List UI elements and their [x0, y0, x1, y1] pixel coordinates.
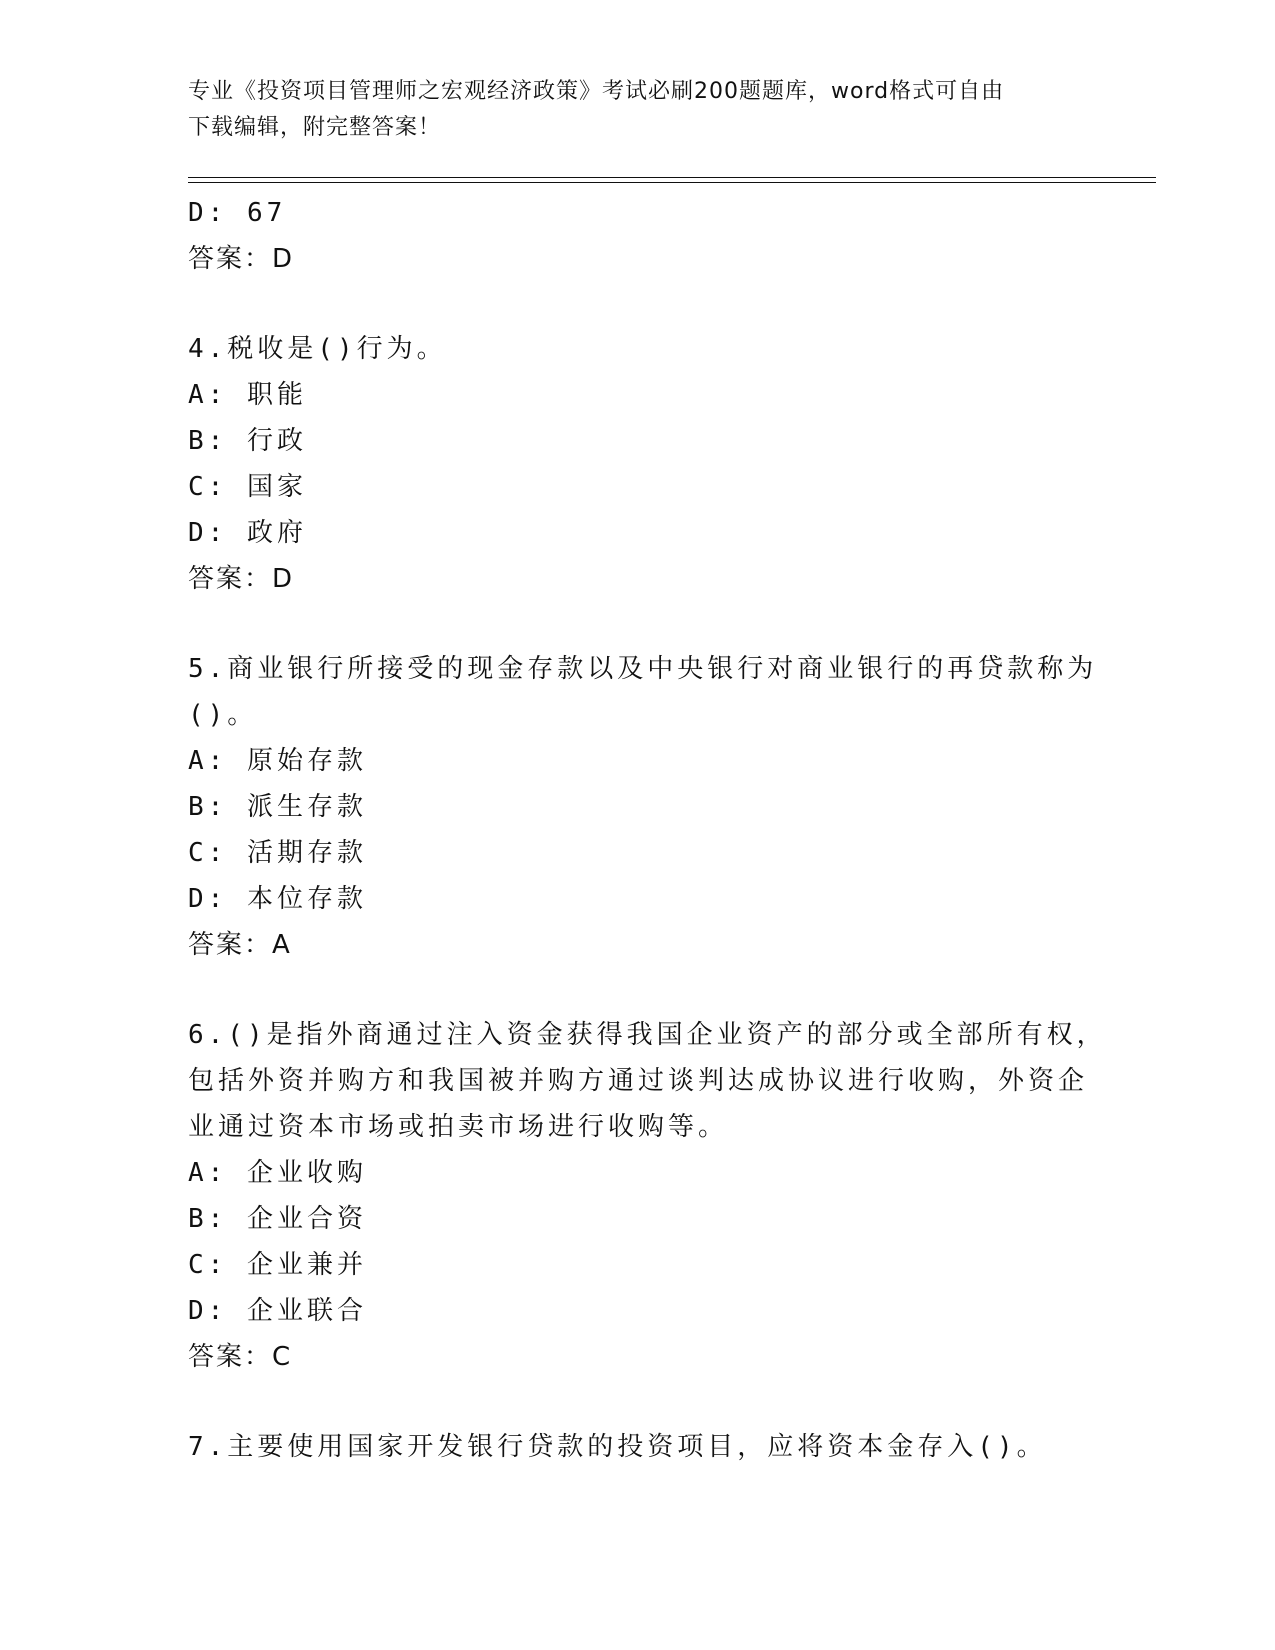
option-b: B: 派生存款	[188, 792, 367, 822]
option-b: B: 行政	[188, 426, 307, 456]
option-c: C: 国家	[188, 472, 307, 502]
option-b: B: 企业合资	[188, 1204, 367, 1234]
question-5	[188, 646, 1098, 968]
answer-line: 答案：A	[188, 930, 292, 960]
question-text: 4.税收是()行为。	[188, 334, 447, 364]
question-text: 7.主要使用国家开发银行贷款的投资项目，应将资本金存入()。	[188, 1432, 1047, 1462]
question-4	[188, 326, 1088, 602]
question-text: ()。	[188, 700, 258, 730]
question-7	[188, 1424, 1088, 1470]
answer-line: 答案：C	[188, 1342, 293, 1372]
option-d: D: 政府	[188, 518, 307, 548]
option-d: D: 企业联合	[188, 1296, 367, 1326]
question-6	[188, 1012, 1107, 1380]
question-3-tail	[188, 190, 1088, 282]
answer-line: 答案：D	[188, 564, 295, 594]
document-body	[188, 190, 1107, 1470]
question-text: 6.()是指外商通过注入资金获得我国企业资产的部分或全部所有权，	[188, 1020, 1107, 1050]
question-text: 业通过资本市场或拍卖市场进行收购等。	[188, 1112, 729, 1142]
option-a: A: 企业收购	[188, 1158, 367, 1188]
question-text: 5.商业银行所接受的现金存款以及中央银行对商业银行的再贷款称为	[188, 654, 1098, 684]
option-a: A: 职能	[188, 380, 307, 410]
header-line-2: 下载编辑，附完整答案！	[188, 115, 442, 140]
header-line-1: 专业《投资项目管理师之宏观经济政策》考试必刷200题题库，word格式可自由	[188, 79, 1005, 104]
option-c: C: 企业兼并	[188, 1250, 367, 1280]
answer-line: 答案：D	[188, 244, 295, 274]
header-divider-top	[188, 177, 1156, 178]
option-d: D: 本位存款	[188, 884, 367, 914]
option-d: D: 67	[188, 198, 287, 228]
question-text: 包括外资并购方和我国被并购方通过谈判达成协议进行收购，外资企	[188, 1066, 1089, 1096]
option-c: C: 活期存款	[188, 838, 367, 868]
document-header	[188, 74, 1068, 146]
header-divider-bottom	[188, 182, 1156, 183]
option-a: A: 原始存款	[188, 746, 367, 776]
